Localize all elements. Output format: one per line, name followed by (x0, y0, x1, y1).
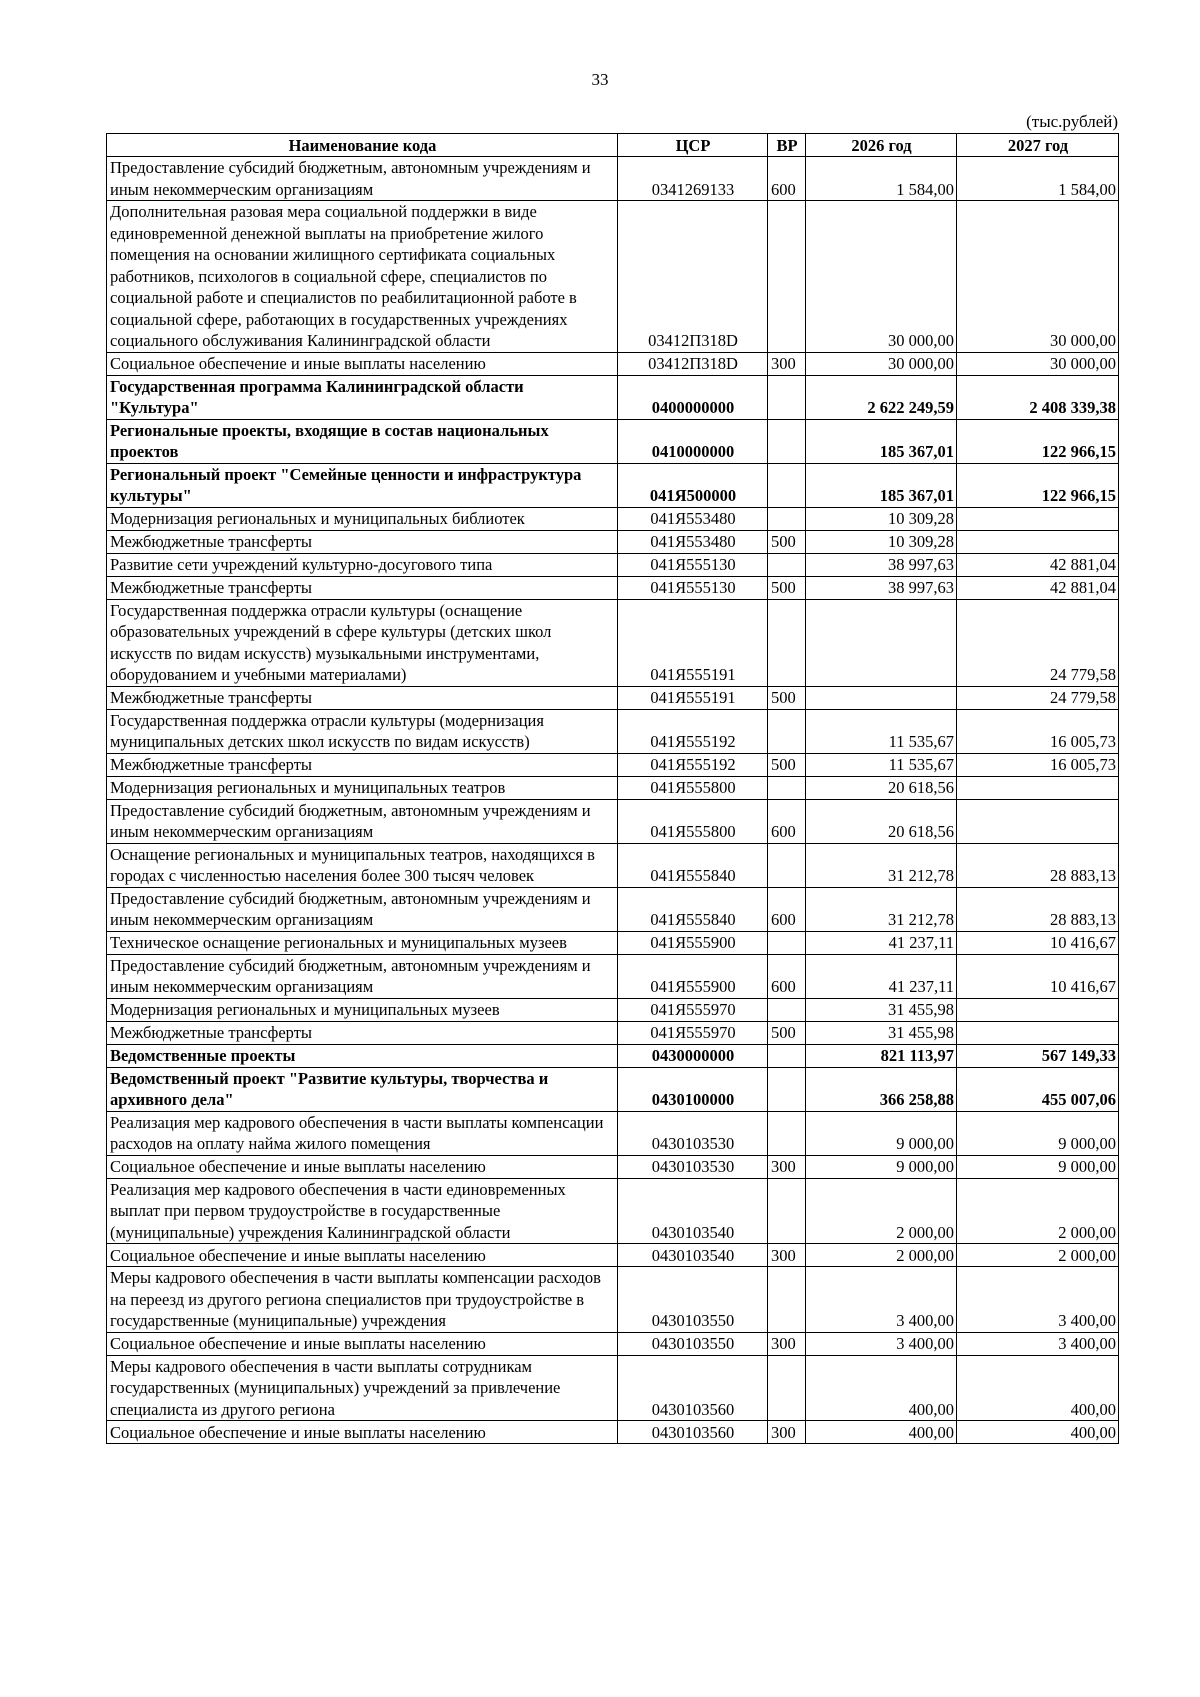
row-name: Реализация мер кадрового обеспечения в части единовременных выплат при первом трудоустройстве в государственные (муниципальные) учреждения Калининградской области (107, 1178, 618, 1244)
table-row (107, 553, 1119, 576)
table-row (107, 530, 1119, 553)
row-2026: 2 000,00 (806, 1178, 957, 1244)
row-csr: 0430103550 (618, 1267, 768, 1333)
table-row (107, 507, 1119, 530)
row-vr: 500 (768, 576, 806, 599)
table-row (107, 753, 1119, 776)
row-2027: 10 416,67 (957, 954, 1119, 998)
row-name: Предоставление субсидий бюджетным, автономным учреждениям и иным некоммерческим организациям (107, 799, 618, 843)
row-2026 (806, 686, 957, 709)
row-vr (768, 1111, 806, 1155)
row-2027: 24 779,58 (957, 599, 1119, 686)
table-row (107, 1244, 1119, 1267)
row-2026: 3 400,00 (806, 1267, 957, 1333)
row-vr: 500 (768, 686, 806, 709)
row-csr: 041Я555840 (618, 887, 768, 931)
row-2026: 30 000,00 (806, 352, 957, 375)
row-csr: 0410000000 (618, 419, 768, 463)
row-2026 (806, 599, 957, 686)
row-name: Социальное обеспечение и иные выплаты населению (107, 1244, 618, 1267)
table-row (107, 599, 1119, 686)
table-row (107, 201, 1119, 353)
table-row (107, 1044, 1119, 1067)
row-name: Предоставление субсидий бюджетным, автономным учреждениям и иным некоммерческим организациям (107, 954, 618, 998)
row-name: Социальное обеспечение и иные выплаты населению (107, 1421, 618, 1444)
row-2026: 1 584,00 (806, 157, 957, 201)
row-vr (768, 1044, 806, 1067)
row-name: Региональные проекты, входящие в состав национальных проектов (107, 419, 618, 463)
table-row (107, 954, 1119, 998)
table-row (107, 1355, 1119, 1421)
row-vr (768, 1355, 806, 1421)
row-2027: 30 000,00 (957, 352, 1119, 375)
table-row (107, 1155, 1119, 1178)
row-csr: 041Я555900 (618, 931, 768, 954)
row-csr: 0430000000 (618, 1044, 768, 1067)
table-row (107, 799, 1119, 843)
row-vr (768, 776, 806, 799)
table-row (107, 686, 1119, 709)
row-2026: 400,00 (806, 1355, 957, 1421)
row-csr: 0430103530 (618, 1111, 768, 1155)
row-vr (768, 709, 806, 753)
row-name: Межбюджетные трансферты (107, 530, 618, 553)
row-csr: 03412П318D (618, 352, 768, 375)
row-2026: 41 237,11 (806, 954, 957, 998)
row-2026: 38 997,63 (806, 553, 957, 576)
row-vr: 600 (768, 799, 806, 843)
row-vr: 600 (768, 954, 806, 998)
row-2027 (957, 530, 1119, 553)
row-vr (768, 463, 806, 507)
table-row (107, 1267, 1119, 1333)
row-vr: 500 (768, 1021, 806, 1044)
row-name: Социальное обеспечение и иные выплаты населению (107, 1332, 618, 1355)
row-2027 (957, 507, 1119, 530)
row-2026: 31 212,78 (806, 843, 957, 887)
row-2026: 41 237,11 (806, 931, 957, 954)
row-2026: 31 212,78 (806, 887, 957, 931)
table-header-row (107, 134, 1119, 157)
row-name: Реализация мер кадрового обеспечения в части выплаты компенсации расходов на оплату найма жилого помещения (107, 1111, 618, 1155)
row-name: Социальное обеспечение и иные выплаты населению (107, 1155, 618, 1178)
row-name: Меры кадрового обеспечения в части выплаты сотрудникам государственных (муниципальных) учреждений за привлечение специалиста из другого региона (107, 1355, 618, 1421)
row-csr: 041Я555970 (618, 998, 768, 1021)
header-vr: ВР (768, 134, 806, 157)
row-2027 (957, 1021, 1119, 1044)
row-vr (768, 553, 806, 576)
row-csr: 0430103560 (618, 1355, 768, 1421)
budget-table (106, 133, 1119, 1444)
row-csr: 0341269133 (618, 157, 768, 201)
table-row (107, 998, 1119, 1021)
row-csr: 041Я555970 (618, 1021, 768, 1044)
row-name: Предоставление субсидий бюджетным, автономным учреждениям и иным некоммерческим организациям (107, 157, 618, 201)
table-row (107, 463, 1119, 507)
row-2027: 567 149,33 (957, 1044, 1119, 1067)
row-csr: 041Я553480 (618, 530, 768, 553)
row-2027: 122 966,15 (957, 463, 1119, 507)
row-2027: 455 007,06 (957, 1067, 1119, 1111)
row-2027: 28 883,13 (957, 887, 1119, 931)
row-csr: 041Я555191 (618, 599, 768, 686)
table-row (107, 887, 1119, 931)
header-2026: 2026 год (806, 134, 957, 157)
row-vr: 300 (768, 1332, 806, 1355)
row-csr: 0430103560 (618, 1421, 768, 1444)
table-row (107, 709, 1119, 753)
row-name: Ведомственные проекты (107, 1044, 618, 1067)
row-2026: 3 400,00 (806, 1332, 957, 1355)
row-vr (768, 419, 806, 463)
row-vr (768, 1067, 806, 1111)
row-vr (768, 599, 806, 686)
row-2027 (957, 799, 1119, 843)
row-vr: 300 (768, 1155, 806, 1178)
table-row (107, 352, 1119, 375)
row-name: Модернизация региональных и муниципальных библиотек (107, 507, 618, 530)
row-name: Предоставление субсидий бюджетным, автономным учреждениям и иным некоммерческим организациям (107, 887, 618, 931)
table-body (107, 157, 1119, 1444)
row-vr (768, 507, 806, 530)
table-row (107, 157, 1119, 201)
row-2027: 3 400,00 (957, 1332, 1119, 1355)
row-2026: 9 000,00 (806, 1155, 957, 1178)
row-2026: 10 309,28 (806, 530, 957, 553)
row-2027: 24 779,58 (957, 686, 1119, 709)
row-name: Модернизация региональных и муниципальных музеев (107, 998, 618, 1021)
row-vr (768, 1267, 806, 1333)
row-2026: 20 618,56 (806, 776, 957, 799)
row-name: Межбюджетные трансферты (107, 753, 618, 776)
row-csr: 0430103540 (618, 1178, 768, 1244)
row-2027: 30 000,00 (957, 201, 1119, 353)
header-csr: ЦСР (618, 134, 768, 157)
row-name: Модернизация региональных и муниципальных театров (107, 776, 618, 799)
row-csr: 041Я555840 (618, 843, 768, 887)
row-2026: 30 000,00 (806, 201, 957, 353)
row-csr: 041Я555130 (618, 553, 768, 576)
row-name: Техническое оснащение региональных и муниципальных музеев (107, 931, 618, 954)
table-row (107, 776, 1119, 799)
row-2027: 9 000,00 (957, 1155, 1119, 1178)
row-name: Региональный проект "Семейные ценности и инфраструктура культуры" (107, 463, 618, 507)
table-row (107, 576, 1119, 599)
units-label: (тыс.рублей) (1026, 112, 1118, 131)
table-row (107, 1067, 1119, 1111)
row-2026: 38 997,63 (806, 576, 957, 599)
row-2027: 3 400,00 (957, 1267, 1119, 1333)
row-2027: 16 005,73 (957, 709, 1119, 753)
row-csr: 041Я555192 (618, 709, 768, 753)
row-vr (768, 998, 806, 1021)
table-row (107, 931, 1119, 954)
row-csr: 0400000000 (618, 375, 768, 419)
row-csr: 041Я555800 (618, 799, 768, 843)
table-row (107, 419, 1119, 463)
row-2027: 400,00 (957, 1421, 1119, 1444)
table-row (107, 1332, 1119, 1355)
row-name: Социальное обеспечение и иные выплаты населению (107, 352, 618, 375)
row-2027: 2 000,00 (957, 1178, 1119, 1244)
row-name: Межбюджетные трансферты (107, 686, 618, 709)
row-vr: 500 (768, 530, 806, 553)
row-vr: 600 (768, 157, 806, 201)
header-name: Наименование кода (107, 134, 618, 157)
row-vr (768, 1178, 806, 1244)
row-2027 (957, 776, 1119, 799)
row-2026: 31 455,98 (806, 998, 957, 1021)
row-vr: 500 (768, 753, 806, 776)
row-2026: 821 113,97 (806, 1044, 957, 1067)
table-row (107, 1111, 1119, 1155)
row-csr: 0430100000 (618, 1067, 768, 1111)
row-name: Развитие сети учреждений культурно-досугового типа (107, 553, 618, 576)
table-row (107, 1421, 1119, 1444)
row-2026: 400,00 (806, 1421, 957, 1444)
row-csr: 041Я555800 (618, 776, 768, 799)
row-2026: 366 258,88 (806, 1067, 957, 1111)
row-csr: 041Я553480 (618, 507, 768, 530)
row-2027: 42 881,04 (957, 576, 1119, 599)
row-2026: 11 535,67 (806, 753, 957, 776)
row-2026: 9 000,00 (806, 1111, 957, 1155)
row-csr: 041Я555900 (618, 954, 768, 998)
row-csr: 03412П318D (618, 201, 768, 353)
row-name: Государственная поддержка отрасли культуры (оснащение образовательных учреждений в сфере культуры (детских школ искусств по видам искусств) музыкальными инструментами, оборудованием и учебными материалами) (107, 599, 618, 686)
row-vr (768, 375, 806, 419)
row-name: Оснащение региональных и муниципальных театров, находящихся в городах с численностью населения более 300 тысяч человек (107, 843, 618, 887)
row-2027: 42 881,04 (957, 553, 1119, 576)
row-2026: 2 622 249,59 (806, 375, 957, 419)
row-2027 (957, 998, 1119, 1021)
table-row (107, 843, 1119, 887)
row-csr: 041Я500000 (618, 463, 768, 507)
row-name: Государственная программа Калининградской области "Культура" (107, 375, 618, 419)
row-vr: 600 (768, 887, 806, 931)
row-2027: 2 000,00 (957, 1244, 1119, 1267)
table-row (107, 1178, 1119, 1244)
row-csr: 041Я555191 (618, 686, 768, 709)
row-vr (768, 843, 806, 887)
row-2027: 122 966,15 (957, 419, 1119, 463)
row-2027: 1 584,00 (957, 157, 1119, 201)
row-2026: 185 367,01 (806, 419, 957, 463)
page-number: 33 (591, 70, 609, 89)
row-name: Меры кадрового обеспечения в части выплаты компенсации расходов на переезд из другого региона специалистов при трудоустройстве в государственные (муниципальные) учреждения (107, 1267, 618, 1333)
row-csr: 041Я555130 (618, 576, 768, 599)
row-2027: 400,00 (957, 1355, 1119, 1421)
row-2027: 10 416,67 (957, 931, 1119, 954)
row-vr: 300 (768, 1421, 806, 1444)
row-2026: 2 000,00 (806, 1244, 957, 1267)
row-2026: 10 309,28 (806, 507, 957, 530)
row-csr: 0430103530 (618, 1155, 768, 1178)
row-2027: 28 883,13 (957, 843, 1119, 887)
row-csr: 0430103540 (618, 1244, 768, 1267)
row-name: Межбюджетные трансферты (107, 576, 618, 599)
row-2026: 31 455,98 (806, 1021, 957, 1044)
table-row (107, 1021, 1119, 1044)
row-vr: 300 (768, 352, 806, 375)
row-2026: 185 367,01 (806, 463, 957, 507)
row-vr: 300 (768, 1244, 806, 1267)
row-vr (768, 201, 806, 353)
row-2026: 20 618,56 (806, 799, 957, 843)
row-name: Государственная поддержка отрасли культуры (модернизация муниципальных детских школ искусств по видам искусств) (107, 709, 618, 753)
header-2027: 2027 год (957, 134, 1119, 157)
row-name: Межбюджетные трансферты (107, 1021, 618, 1044)
table-row (107, 375, 1119, 419)
row-2027: 2 408 339,38 (957, 375, 1119, 419)
row-vr (768, 931, 806, 954)
row-name: Ведомственный проект "Развитие культуры, творчества и архивного дела" (107, 1067, 618, 1111)
row-csr: 0430103550 (618, 1332, 768, 1355)
row-csr: 041Я555192 (618, 753, 768, 776)
row-name: Дополнительная разовая мера социальной поддержки в виде единовременной денежной выплаты на приобретение жилого помещения на основании жилищного сертификата социальных работников, психологов в социальной сфере, специалистов по социальной работе и специалистов по реабилитационной работе в социальной сфере, работающих в государственных учреждениях социального обслуживания Калининградской области (107, 201, 618, 353)
row-2026: 11 535,67 (806, 709, 957, 753)
row-2027: 16 005,73 (957, 753, 1119, 776)
row-2027: 9 000,00 (957, 1111, 1119, 1155)
